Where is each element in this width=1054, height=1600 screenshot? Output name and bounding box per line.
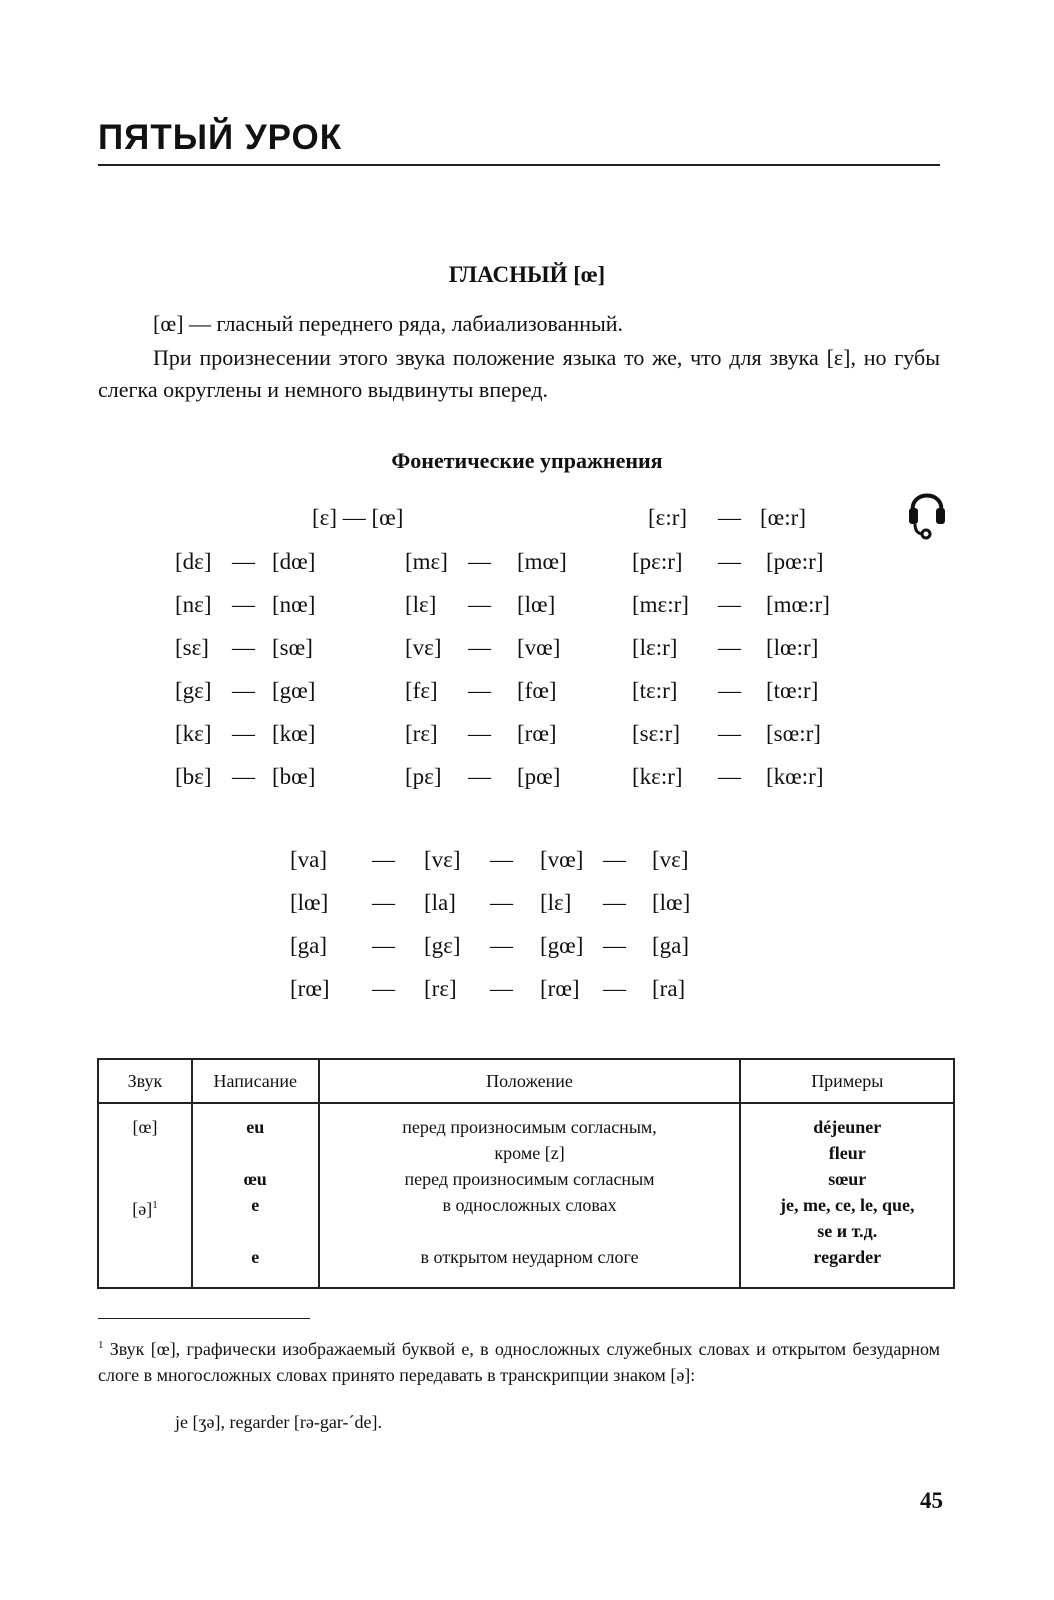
chain-sound: [gœ] xyxy=(540,933,584,958)
pair-sound: [sœ] xyxy=(272,635,313,660)
dash: — xyxy=(603,976,626,1001)
pair-sound: [kε] xyxy=(175,721,212,746)
footnote-example: je [ʒə], regarder [rə-gar-ˊde]. xyxy=(175,1412,382,1432)
pair-sound: [sε:r] xyxy=(632,721,680,746)
dash: — xyxy=(718,592,741,617)
pair-sound: [kœ:r] xyxy=(766,764,824,789)
table-row xyxy=(98,1103,954,1288)
chain-sound: [vœ] xyxy=(540,847,584,872)
dash: — xyxy=(372,847,395,872)
pair-sound: [pε] xyxy=(405,764,442,789)
pair-sound: [mε] xyxy=(405,549,448,574)
sound-cell xyxy=(98,1103,192,1288)
examples-cell xyxy=(740,1103,954,1288)
dash: — xyxy=(468,635,491,660)
header-sound: Звук xyxy=(98,1059,192,1103)
pair-sound: [vε] xyxy=(405,635,442,660)
spelling-line xyxy=(194,1218,317,1244)
dash: — xyxy=(490,933,513,958)
pair-sound: [lε:r] xyxy=(632,635,678,660)
dash: — xyxy=(232,764,255,789)
dash: — xyxy=(372,890,395,915)
dash: — xyxy=(718,764,741,789)
pair-sound: [dε] xyxy=(175,549,212,574)
position-line xyxy=(321,1218,739,1244)
pair-sound: [lœ:r] xyxy=(766,635,819,660)
section-title: ГЛАСНЫЙ [œ] xyxy=(448,262,606,287)
pair-sound: [sœ:r] xyxy=(766,721,821,746)
chain-sound: [lœ] xyxy=(290,890,329,915)
pair-sound: [sε] xyxy=(175,635,209,660)
pair-sound: [mε:r] xyxy=(632,592,689,617)
dash: — xyxy=(718,678,741,703)
pair-sound: [bœ] xyxy=(272,764,316,789)
chain-sound: [rε] xyxy=(424,976,457,1001)
position-cell xyxy=(319,1103,741,1288)
footnote-text: Звук [œ], графически изображаемый буквой e, в односложных служебных словах и открытом безударном слоге в многосложных словах принято передавать в транскрипции знаком [ə]: xyxy=(98,1339,941,1385)
position-line: перед произносимым согласным xyxy=(404,1169,655,1189)
footnote-ref: 1 xyxy=(152,1199,158,1211)
dash: — xyxy=(718,549,741,574)
header-spelling: Написание xyxy=(192,1059,319,1103)
example-line: sœur xyxy=(828,1169,867,1189)
dash: — xyxy=(468,678,491,703)
spelling-line xyxy=(194,1140,317,1166)
pair-sound: [vœ] xyxy=(517,635,561,660)
page-number: 45 xyxy=(920,1488,943,1513)
vowel-description xyxy=(98,342,940,406)
pair-sound: [mœ:r] xyxy=(766,592,830,617)
pair-sound: [tε:r] xyxy=(632,678,678,703)
pair-sound: [pœ:r] xyxy=(766,549,824,574)
position-line: в открытом неударном слоге xyxy=(420,1247,639,1267)
pair-sound: [pε:r] xyxy=(632,549,683,574)
chain-sound: [lœ] xyxy=(652,890,691,915)
vowel-definition: [œ] — гласный переднего ряда, лабиализованный. xyxy=(153,311,624,336)
exercises-title: Фонетические упражнения xyxy=(391,448,663,473)
lesson-title: ПЯТЫЙ УРОК xyxy=(98,118,343,157)
pair-sound: [bε] xyxy=(175,764,212,789)
dash: — xyxy=(718,635,741,660)
example-line: regarder xyxy=(813,1247,882,1267)
dash: — xyxy=(232,678,255,703)
chain-sound: [gε] xyxy=(424,933,461,958)
dash: — xyxy=(232,592,255,617)
pair-sound: [rœ] xyxy=(517,721,557,746)
vowel-description-text: При произнесении этого звука положение языка то же, что для звука [ε], но губы слегка округлены и немного выдвинуты вперед. xyxy=(98,345,940,402)
sound-schwa-text: [ə] xyxy=(132,1199,153,1219)
chain-sound: [rœ] xyxy=(540,976,580,1001)
spelling-line: eu xyxy=(246,1117,265,1137)
pair-header-right-a: [ε:r] xyxy=(648,505,688,530)
spelling-line: e xyxy=(251,1247,260,1267)
pair-sound: [kœ] xyxy=(272,721,316,746)
footnote xyxy=(98,1332,940,1388)
pair-sound: [gε] xyxy=(175,678,212,703)
dash: — xyxy=(468,721,491,746)
pair-sound: [gœ] xyxy=(272,678,316,703)
sound-schwa xyxy=(100,1192,190,1218)
dash: — xyxy=(603,890,626,915)
sound-oe: [œ] xyxy=(132,1117,158,1137)
dash: — xyxy=(490,847,513,872)
dash: — xyxy=(490,890,513,915)
chain-sound: [rœ] xyxy=(290,976,330,1001)
dash: — xyxy=(372,976,395,1001)
dash: — xyxy=(490,976,513,1001)
pair-sound: [pœ] xyxy=(517,764,561,789)
dash: — xyxy=(468,764,491,789)
headphones-icon xyxy=(905,480,949,540)
dash: — xyxy=(232,721,255,746)
pair-header-left: [ε] — [œ] xyxy=(312,505,404,530)
dash: — xyxy=(468,549,491,574)
dash: — xyxy=(718,721,741,746)
spelling-line: œu xyxy=(243,1169,267,1189)
dash: — xyxy=(603,933,626,958)
spelling-line: e xyxy=(251,1195,260,1215)
dash: — xyxy=(232,549,255,574)
chain-sound: [vε] xyxy=(652,847,689,872)
table-header-row xyxy=(98,1059,954,1103)
footnote-marker: 1 xyxy=(98,1339,104,1351)
pair-sound: [nœ] xyxy=(272,592,316,617)
pair-sound: [lε] xyxy=(405,592,437,617)
dash: — xyxy=(468,592,491,617)
chain-sound: [lε] xyxy=(540,890,572,915)
chain-sound: [vε] xyxy=(424,847,461,872)
dash: — xyxy=(372,933,395,958)
pair-sound: [fε] xyxy=(405,678,438,703)
pair-sound: [rε] xyxy=(405,721,438,746)
pair-header-right-b: [œ:r] xyxy=(760,505,806,530)
pair-sound: [fœ] xyxy=(517,678,557,703)
pair-sound: [dœ] xyxy=(272,549,316,574)
position-line: перед произносимым согласным, xyxy=(402,1117,657,1137)
pair-sound: [mœ] xyxy=(517,549,567,574)
header-position: Положение xyxy=(319,1059,741,1103)
pair-sound: [kε:r] xyxy=(632,764,683,789)
spelling-table xyxy=(97,1058,955,1289)
example-line: se и т.д. xyxy=(817,1221,878,1241)
example-line: fleur xyxy=(828,1143,866,1163)
pair-sound: [tœ:r] xyxy=(766,678,819,703)
chain-sound: [va] xyxy=(290,847,328,872)
chain-sound: [ra] xyxy=(652,976,686,1001)
title-divider xyxy=(98,164,940,166)
pair-sound: [nε] xyxy=(175,592,212,617)
chain-sound: [ga] xyxy=(652,933,690,958)
example-line: je, me, ce, le, que, xyxy=(780,1195,915,1215)
header-examples: Примеры xyxy=(740,1059,954,1103)
dash: — xyxy=(718,505,741,530)
pair-sound: [lœ] xyxy=(517,592,556,617)
chain-sound: [la] xyxy=(424,890,456,915)
chain-sound: [ga] xyxy=(290,933,328,958)
example-line: déjeuner xyxy=(813,1117,882,1137)
dash: — xyxy=(232,635,255,660)
position-line: в односложных словах xyxy=(442,1195,617,1215)
spelling-cell xyxy=(192,1103,319,1288)
footnote-divider xyxy=(98,1318,310,1319)
dash: — xyxy=(603,847,626,872)
position-line: кроме [z] xyxy=(494,1143,565,1163)
